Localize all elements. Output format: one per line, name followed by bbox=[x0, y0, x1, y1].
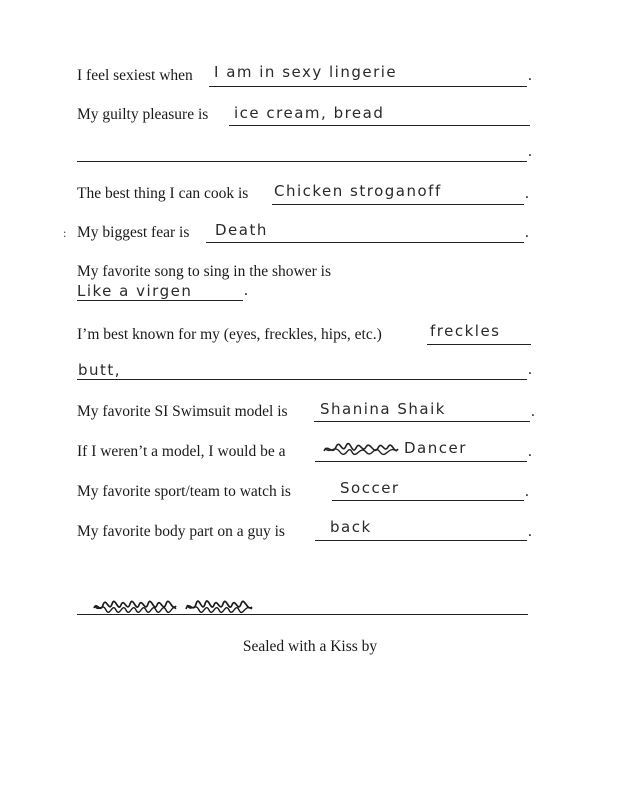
answer-not-model: Dancer bbox=[404, 439, 467, 457]
period: . bbox=[525, 185, 529, 202]
blank-guilty-continued bbox=[77, 141, 527, 162]
answer-guilty: ice cream, bread bbox=[234, 104, 385, 122]
answer-cook: Chicken stroganoff bbox=[274, 182, 442, 200]
prompt-si-model: My favorite SI Swimsuit model is bbox=[77, 403, 288, 420]
margin-mark: : bbox=[63, 226, 67, 240]
closing-text: Sealed with a Kiss by bbox=[242, 638, 378, 655]
answer-si-model: Shanina Shaik bbox=[320, 400, 446, 418]
period: . bbox=[244, 282, 248, 299]
answer-known-continued: butt, bbox=[78, 361, 122, 379]
period: . bbox=[528, 361, 532, 378]
period: . bbox=[528, 443, 532, 460]
prompt-fear: My biggest fear is bbox=[77, 224, 190, 241]
period: . bbox=[528, 143, 532, 160]
answer-sexiest: I am in sexy lingerie bbox=[214, 63, 398, 81]
prompt-sport: My favorite sport/team to watch is bbox=[77, 483, 291, 500]
prompt-guilty: My guilty pleasure is bbox=[77, 106, 209, 123]
answer-sport: Soccer bbox=[340, 479, 400, 497]
period: . bbox=[525, 483, 529, 500]
period: . bbox=[525, 224, 529, 241]
answer-body-part: back bbox=[330, 518, 372, 536]
prompt-song: My favorite song to sing in the shower is bbox=[77, 263, 332, 280]
prompt-sexiest: I feel sexiest when bbox=[77, 67, 193, 84]
period: . bbox=[531, 403, 535, 420]
prompt-body-part: My favorite body part on a guy is bbox=[77, 523, 285, 540]
prompt-cook: The best thing I can cook is bbox=[77, 185, 249, 202]
period: . bbox=[528, 67, 532, 84]
prompt-not-model: If I weren’t a model, I would be a bbox=[77, 443, 286, 460]
answer-fear: Death bbox=[215, 221, 268, 239]
scribbled-out-word bbox=[322, 440, 400, 458]
prompt-known: I’m best known for my (eyes, freckles, hips, etc.) bbox=[77, 326, 382, 343]
answer-known: freckles bbox=[430, 322, 501, 340]
answer-song: Like a virgen bbox=[77, 282, 193, 300]
redacted-signature bbox=[92, 598, 256, 616]
period: . bbox=[528, 523, 532, 540]
blank-known-continued bbox=[77, 359, 527, 380]
